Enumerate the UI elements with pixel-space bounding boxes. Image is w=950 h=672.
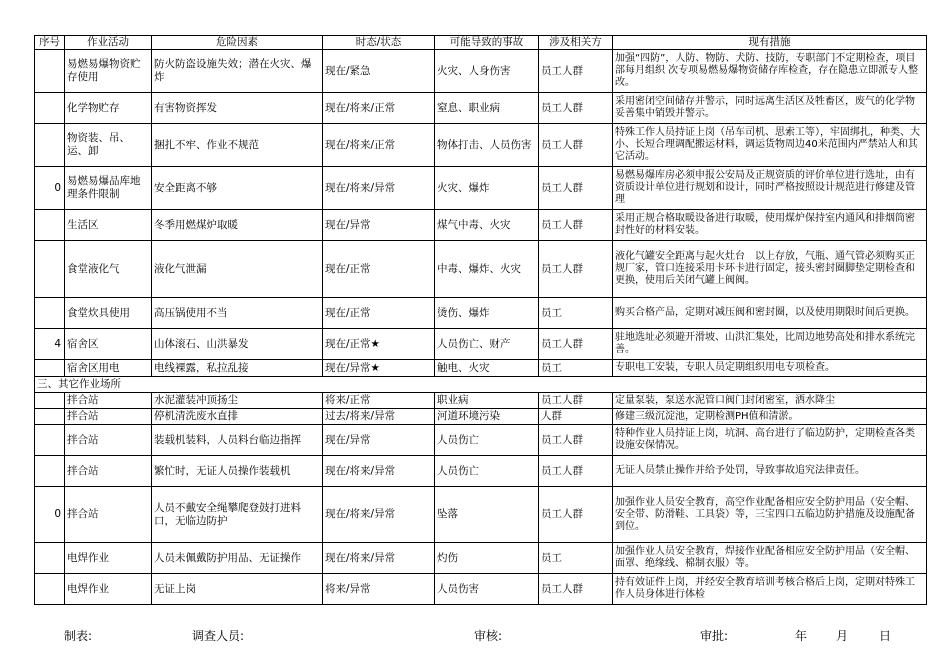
cell-activity: 生活区 xyxy=(65,210,152,241)
cell-no: 0 xyxy=(35,487,65,543)
cell-accident: 物体打击、人员伤害 xyxy=(435,124,539,167)
table-row xyxy=(35,360,927,377)
cell-activity: 拌合站 xyxy=(65,393,152,409)
cell-measure: 特种作业人员持证上岗，坑洞、高台进行了临边防护，定期检查各类设施安保情况。 xyxy=(613,425,927,456)
table-row xyxy=(35,124,927,167)
cell-party: 员工人群 xyxy=(539,93,613,124)
cell-accident: 烫伤、爆炸 xyxy=(435,298,539,329)
cell-measure: 持有效证件上岗，并经安全教育培训考核合格后上岗，定期对特殊工作人员身体进行体检 xyxy=(613,574,927,605)
section-title: 三、其它作业场所 xyxy=(35,377,927,393)
cell-state: 现在/异常★ xyxy=(323,360,435,377)
cell-party: 员工人群 xyxy=(539,487,613,543)
table-row xyxy=(35,574,927,605)
cell-state: 现在/将来/正常 xyxy=(323,124,435,167)
table-header-row xyxy=(35,36,927,50)
cell-party: 员工 xyxy=(539,360,613,377)
table-row xyxy=(35,167,927,210)
cell-no: 0 xyxy=(35,167,65,210)
table-row xyxy=(35,456,927,487)
cell-accident: 河道环境污染 xyxy=(435,409,539,425)
cell-no xyxy=(35,425,65,456)
cell-measure: 采用密闭空间储存并警示，同时远离生活区及牲畜区，废气的化学物妥善集中销毁并警示。 xyxy=(613,93,927,124)
cell-measure: 特殊工作人员持证上岗（吊车司机、思索工等），牢固绑扎，种类、大小、长短合理调配搬运材料，调运货物周边40米范围内严禁站人和其它活动。 xyxy=(613,124,927,167)
cell-accident: 火灾、人身伤害 xyxy=(435,50,539,93)
cell-measure: 加强作业人员安全教育，焊接作业配备相应安全防护用品（安全帽、面罩、绝缘线、棉制衣服）等。 xyxy=(613,543,927,574)
cell-measure: 加强作业人员安全教育，高空作业配备相应安全防护用品（安全帽、安全带、防滑鞋、工具袋）等，三宝四口五临边防护措施及设施配备到位。 xyxy=(613,487,927,543)
table-row xyxy=(35,298,927,329)
table-row xyxy=(35,543,927,574)
cell-hazard: 冬季用燃煤炉取暖 xyxy=(152,210,323,241)
table-row xyxy=(35,93,927,124)
table-row xyxy=(35,393,927,409)
footer-year-label: 年 xyxy=(795,629,808,643)
cell-accident: 火灾、爆炸 xyxy=(435,167,539,210)
cell-accident: 中毒、爆炸、火灾 xyxy=(435,241,539,298)
cell-activity: 宿舍区用电 xyxy=(65,360,152,377)
cell-no xyxy=(35,543,65,574)
cell-hazard: 繁忙时，无证人员操作装载机 xyxy=(152,456,323,487)
cell-accident: 窒息、职业病 xyxy=(435,93,539,124)
cell-state: 将来/异常 xyxy=(323,574,435,605)
cell-accident: 煤气中毒、火灾 xyxy=(435,210,539,241)
cell-party: 员工 xyxy=(539,298,613,329)
cell-state: 现在/将来/异常 xyxy=(323,456,435,487)
footer-investigator-label: 调查人员: xyxy=(192,629,245,643)
col-header-activity: 作业活动 xyxy=(65,36,152,50)
col-header-accident: 可能导致的事故 xyxy=(435,36,539,50)
cell-hazard: 电线裸露，私拉乱接 xyxy=(152,360,323,377)
cell-no xyxy=(35,409,65,425)
cell-party: 人群 xyxy=(539,409,613,425)
cell-state: 现在/正常 xyxy=(323,298,435,329)
cell-state: 现在/异常 xyxy=(323,425,435,456)
footer-day-label: 日 xyxy=(879,629,892,643)
cell-hazard: 液化气泄漏 xyxy=(152,241,323,298)
cell-activity: 易燃易爆物资贮存使用 xyxy=(65,50,152,93)
cell-state: 现在/正常 xyxy=(323,241,435,298)
cell-accident: 灼伤 xyxy=(435,543,539,574)
cell-state: 将来/正常 xyxy=(323,393,435,409)
col-header-no: 序号 xyxy=(35,36,65,50)
cell-no: 4 xyxy=(35,329,65,360)
cell-measure: 驻地选址必须避开滑坡、山洪汇集处，比周边地势高处和排水系统完善。 xyxy=(613,329,927,360)
cell-party: 员工人群 xyxy=(539,124,613,167)
cell-party: 员工人群 xyxy=(539,574,613,605)
cell-activity: 物资装、吊、运、卸 xyxy=(65,124,152,167)
cell-state: 现在/异常 xyxy=(323,210,435,241)
cell-party: 员工人群 xyxy=(539,393,613,409)
cell-measure: 修建三级沉淀池，定期检测PH值和清淤。 xyxy=(613,409,927,425)
cell-hazard: 有害物资挥发 xyxy=(152,93,323,124)
cell-hazard: 山体滚石、山洪暴发 xyxy=(152,329,323,360)
table-row xyxy=(35,425,927,456)
cell-state: 现在/将来/异常 xyxy=(323,167,435,210)
cell-measure: 购买合格产品，定期对减压阀和密封圈，以及使用期限时间后更换。 xyxy=(613,298,927,329)
cell-state: 现在/将来/异常 xyxy=(323,543,435,574)
section-row xyxy=(35,377,927,393)
cell-party: 员工人群 xyxy=(539,425,613,456)
cell-accident: 人员伤亡 xyxy=(435,456,539,487)
cell-party: 员工人群 xyxy=(539,50,613,93)
table-row xyxy=(35,50,927,93)
table-row xyxy=(35,409,927,425)
footer-month-label: 月 xyxy=(836,629,849,643)
footer-maker-label: 制表: xyxy=(64,629,93,643)
cell-hazard: 防火防盗设施失效；潜在火灾、爆炸 xyxy=(152,50,323,93)
cell-accident: 人员伤亡 xyxy=(435,425,539,456)
cell-activity: 拌合站 xyxy=(65,487,152,543)
cell-hazard: 无证上岗 xyxy=(152,574,323,605)
cell-state: 现在/将来/正常 xyxy=(323,93,435,124)
cell-hazard: 人员不戴安全绳攀爬登鼓打进料口，无临边防护 xyxy=(152,487,323,543)
cell-state: 现在/将来/异常 xyxy=(323,487,435,543)
cell-no xyxy=(35,124,65,167)
cell-accident: 人员伤亡、财产 xyxy=(435,329,539,360)
cell-activity: 易燃易爆品库地理条件限制 xyxy=(65,167,152,210)
cell-measure: 易燃易爆库房必须申报公安局及正规资质的评价单位进行选址，由有资质设计单位进行规划和设计，同时严格按照设计规范进行修建及管理 xyxy=(613,167,927,210)
cell-hazard: 装载机装料，人员料台临边指挥 xyxy=(152,425,323,456)
col-header-state: 时态/状态 xyxy=(323,36,435,50)
hazard-table xyxy=(34,35,927,605)
cell-party: 员工 xyxy=(539,543,613,574)
cell-accident: 职业病 xyxy=(435,393,539,409)
signature-footer xyxy=(34,627,926,645)
cell-accident: 坠落 xyxy=(435,487,539,543)
cell-activity: 宿舍区 xyxy=(65,329,152,360)
cell-no xyxy=(35,210,65,241)
cell-measure: 专职电工安装，专职人员定期组织用电专项检查。 xyxy=(613,360,927,377)
cell-measure: 定量泵装，泵送水泥管口阀门封闭密室，洒水降尘 xyxy=(613,393,927,409)
cell-hazard: 捆扎不牢、作业不规范 xyxy=(152,124,323,167)
cell-measure: 采用正规合格取暖设备进行取暖，使用煤炉保持室内通风和排烟筒密封性好的材料安装。 xyxy=(613,210,927,241)
cell-activity: 食堂炊具使用 xyxy=(65,298,152,329)
table-body xyxy=(35,50,927,605)
cell-activity: 化学物贮存 xyxy=(65,93,152,124)
cell-party: 员工人群 xyxy=(539,329,613,360)
cell-state: 现在/正常★ xyxy=(323,329,435,360)
cell-no xyxy=(35,50,65,93)
cell-accident: 人员伤害 xyxy=(435,574,539,605)
footer-approver-label: 审批: xyxy=(700,629,729,643)
table-row xyxy=(35,210,927,241)
cell-state: 过去/将来/异常 xyxy=(323,409,435,425)
cell-hazard: 停机清洗废水直排 xyxy=(152,409,323,425)
footer-reviewer-label: 审核: xyxy=(474,629,503,643)
cell-no xyxy=(35,574,65,605)
cell-state: 现在/紧急 xyxy=(323,50,435,93)
cell-hazard: 人员未佩戴防护用品、无证操作 xyxy=(152,543,323,574)
table-row xyxy=(35,241,927,298)
cell-measure: 加强“四防”，人防、物防、犬防、技防，专职部门不定期检查，项目部每月组织 次专项易燃易爆物资储存库检查，存在隐患立即派专人整改。 xyxy=(613,50,927,93)
cell-accident: 触电、火灾 xyxy=(435,360,539,377)
cell-hazard: 高压锅使用不当 xyxy=(152,298,323,329)
cell-no xyxy=(35,93,65,124)
cell-no xyxy=(35,298,65,329)
cell-party: 员工人群 xyxy=(539,241,613,298)
cell-hazard: 安全距离不够 xyxy=(152,167,323,210)
risk-assessment-sheet xyxy=(34,35,926,605)
cell-party: 员工人群 xyxy=(539,210,613,241)
cell-party: 员工人群 xyxy=(539,167,613,210)
cell-activity: 拌合站 xyxy=(65,409,152,425)
col-header-party: 涉及相关方 xyxy=(539,36,613,50)
cell-no xyxy=(35,456,65,487)
cell-measure: 液化气罐安全距离与起火灶台 以上存放，气瓶、通气管必须购买正规厂家，管口连接采用卡环卡进行固定，接头密封圈脚垫定期检查和更换，使用后关闭气罐上阀阀。 xyxy=(613,241,927,298)
col-header-measure: 现有措施 xyxy=(613,36,927,50)
cell-activity: 食堂液化气 xyxy=(65,241,152,298)
table-row xyxy=(35,487,927,543)
cell-activity: 拌合站 xyxy=(65,456,152,487)
cell-activity: 电焊作业 xyxy=(65,574,152,605)
cell-no xyxy=(35,393,65,409)
cell-no xyxy=(35,241,65,298)
cell-party: 员工人群 xyxy=(539,456,613,487)
cell-hazard: 水泥灌装冲顶扬尘 xyxy=(152,393,323,409)
cell-measure: 无证人员禁止操作并给予处罚，导致事故追究法律责任。 xyxy=(613,456,927,487)
col-header-hazard: 危险因素 xyxy=(152,36,323,50)
cell-activity: 电焊作业 xyxy=(65,543,152,574)
cell-activity: 拌合站 xyxy=(65,425,152,456)
cell-no xyxy=(35,360,65,377)
table-row xyxy=(35,329,927,360)
